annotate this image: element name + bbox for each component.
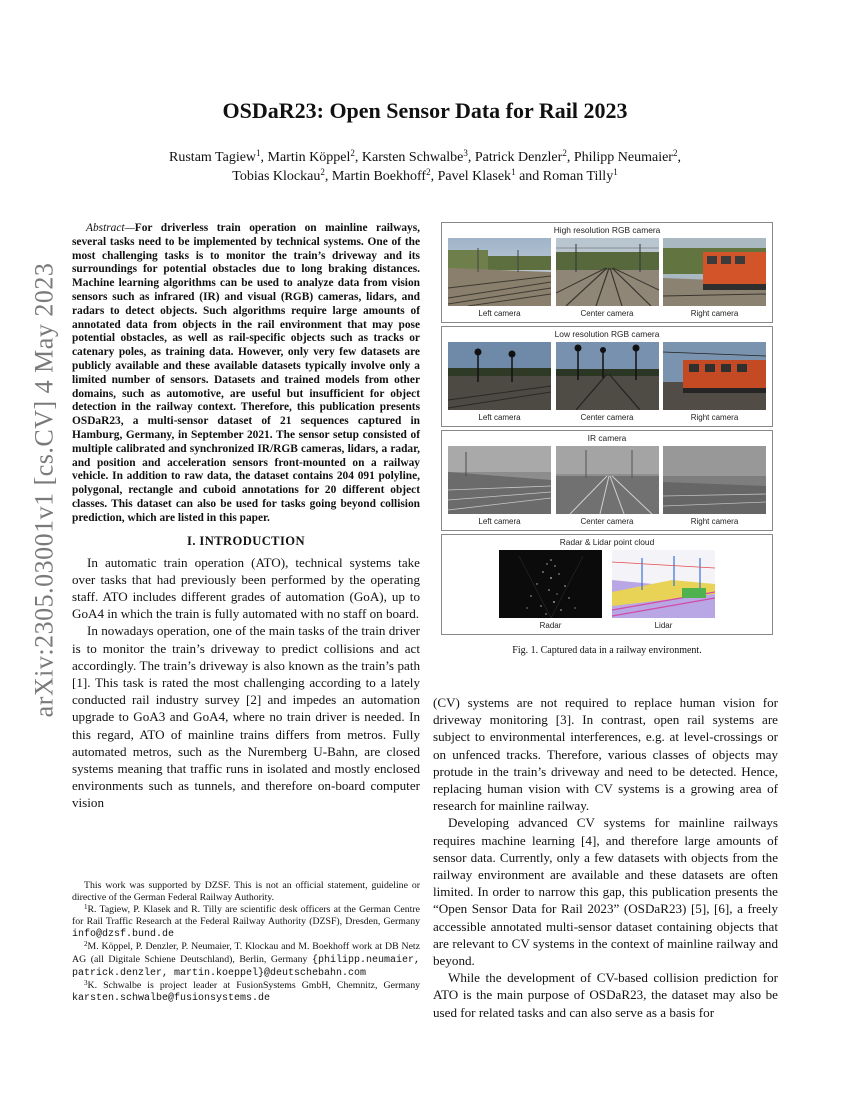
figure-panel-radar-lidar	[441, 534, 773, 635]
rgb-right-image	[663, 238, 766, 306]
author-separator: ,	[677, 150, 681, 165]
author-name: Karsten Schwalbe	[361, 150, 464, 165]
intro-paragraph-continued: (CV) systems are not required to replace human vision for driveway monitoring [3]. In contrast, open rail systems are subject to environmental interferences, e.g. at level-crossings or on unfenced tracks. Therefore, various classes of objects may protude in the train’s driveway and need to be detected. Hence, replacing human vision with CV systems is a growing area of research for mainline railway.	[433, 695, 778, 814]
author-name: Roman Tilly	[542, 169, 614, 184]
intro-paragraph: In automatic train operation (ATO), technical systems take over tasks that had previously been performed by the operating staff. ATO includes different grades of automation (GoA), up to GoA4 in which the train is fully automated with no staff on board.	[72, 554, 420, 622]
camera-label: Center camera	[580, 309, 634, 318]
intro-paragraph: In nowadays operation, one of the main tasks of the train driver is to monitor the train’s driveway to predict collisions and act accordingly. The train’s driveway is also known as the train’s path [1]. This task is rated the most challenging according to a lately conducted rail industry survey [2] and impedes an automation upgrade to GoA3 and GoA4, where no train driver is needed. In this regard, ATO of mainline trains differs from metros. Fully automated metros, such as the Nuremberg U-Bahn, are closed systems meaning that traffic runs in isolated and mostly enclosed environments such as tunnels, and therefore on-board computer vision	[72, 623, 420, 811]
author-separator: ,	[354, 150, 362, 165]
author-separator: ,	[467, 150, 475, 165]
author-separator: and	[515, 169, 543, 184]
footnote-text: R. Tagiew, P. Klasek and R. Tilly are scientific desk officers at the German Centre for Rail Traffic Research at the Federal Railway Authority (DZSF), Dresden, Germany	[72, 904, 420, 928]
low-res-center-image	[556, 342, 659, 410]
abstract-label: Abstract—	[86, 222, 135, 234]
author-name: Martin Köppel	[267, 150, 351, 165]
paper-title: OSDaR23: Open Sensor Data for Rail 2023	[222, 98, 628, 123]
rgb-center-image	[556, 238, 659, 306]
ir-center-image	[556, 446, 659, 514]
author-line-2	[110, 167, 740, 186]
radar-point-cloud-image	[499, 550, 602, 618]
footnote-1	[72, 904, 420, 941]
author-line-1	[110, 148, 740, 167]
camera-label: Left camera	[478, 413, 521, 422]
footnote-email: info@dzsf.bund.de	[72, 929, 175, 941]
footnote-mark: 3	[84, 978, 88, 987]
author-separator: ,	[260, 150, 268, 165]
ir-right-image	[663, 446, 766, 514]
panel-title: High resolution RGB camera	[553, 225, 661, 235]
author-name: Martin Boekhoff	[331, 169, 427, 184]
footnote-support: This work was supported by DZSF. This is not an official statement, guideline or directive of the German Federal Railway Authority.	[72, 880, 420, 904]
abstract-text: For driverless train operation on mainline railways, several tasks need to be implemented by technical systems. One of the most challenging tasks is to monitor the train’s driveway and its surroundings for potential obstacles due to long braking distances. Machine learning algorithms can be used to analyze data from vision sensors such as infrared (IR) and visual (RGB) cameras, lidars, and radars to detect objects. Such algorithms require large amounts of annotated data from objects in the rail environment that may pose potential obstacles, as well as rail-specific objects such as tracks or catenary poles, as training data. However, only very few datasets are publicly available and these available datasets typically involve only a limited number of sensors. Datasets and trained models from other domains, such as automotive, are useful but insufficient for object detection in the railway context. Therefore, this publication presents OSDaR23, a multi-sensor dataset of 21 sequences captured in Hamburg, Germany, in September 2021. The sensor setup consisted of multiple calibrated and synchronized IR/RGB cameras, lidars, a radar, and position and acceleration sensors front-mounted on a railway vehicle. In addition to raw data, the dataset contains 204 091 polyline, polygonal, rectangle and cuboid annotations for 20 different object classes. This dataset can also be used for tasks going beyond collision prediction, which are listed in this paper.	[72, 222, 420, 524]
figure-caption: Fig. 1. Captured data in a railway environment.	[512, 645, 702, 656]
author-affiliation: 1	[613, 167, 618, 177]
panel-title: Low resolution RGB camera	[554, 329, 660, 339]
author-affiliation: 2	[350, 148, 355, 158]
camera-label: Right camera	[690, 517, 739, 526]
lidar-point-cloud-image	[612, 550, 715, 618]
footnote-2	[72, 941, 420, 979]
author-affiliation: 1	[511, 167, 516, 177]
footnote-mark: 1	[84, 903, 88, 912]
author-separator: ,	[566, 150, 574, 165]
footnote-3	[72, 980, 420, 1005]
camera-label: Left camera	[478, 309, 521, 318]
low-res-right-image	[663, 342, 766, 410]
author-separator: ,	[324, 169, 332, 184]
sensor-label: Lidar	[654, 621, 673, 630]
footnote-text: M. Köppel, P. Denzler, P. Neumaier, T. Klockau and M. Boekhoff work at DB Netz AG (all Digitale Schiene Deutschland), Berlin, Germany	[72, 941, 420, 965]
author-name: Philipp Neumaier	[573, 150, 673, 165]
abstract	[72, 222, 420, 526]
figure-1	[441, 222, 773, 656]
arxiv-identifier	[29, 262, 58, 718]
left-column	[72, 222, 420, 812]
ir-left-image	[448, 446, 551, 514]
panel-title: Radar & Lidar point cloud	[559, 537, 655, 547]
footnote-text: K. Schwalbe is project leader at FusionSystems GmbH, Chemnitz, Germany	[87, 979, 420, 991]
panel-title: IR camera	[587, 433, 627, 443]
author-name: Rustam Tagiew	[169, 150, 257, 165]
camera-label: Right camera	[690, 309, 739, 318]
low-res-left-image	[448, 342, 551, 410]
camera-label: Left camera	[478, 517, 521, 526]
intro-paragraph: While the development of CV-based collision prediction for ATO is the main purpose of OSDaR23, the dataset may also be used for related tasks and can also serve as a basis for	[433, 970, 778, 1020]
footnotes	[72, 880, 420, 1005]
figure-panel-high-res-rgb	[441, 222, 773, 323]
author-affiliation: 3	[463, 148, 468, 158]
footnote-email: karsten.schwalbe@fusionsystems.de	[72, 992, 271, 1004]
camera-label: Right camera	[690, 413, 739, 422]
author-separator: ,	[430, 169, 438, 184]
figure-panel-low-res-rgb	[441, 326, 773, 427]
arxiv-stamp-text: arXiv:2305.03001v1 [cs.CV] 4 May 2023	[29, 262, 58, 718]
author-name: Pavel Klasek	[437, 169, 512, 184]
section-heading-introduction: I. INTRODUCTION	[187, 533, 305, 548]
footnote-email: {philipp.neumaier, patrick.denzler, martin.koeppel}@deutschebahn.com	[72, 954, 420, 979]
author-affiliation: 2	[320, 167, 325, 177]
author-name: Tobias Klockau	[232, 169, 321, 184]
author-affiliation: 1	[256, 148, 261, 158]
author-affiliation: 2	[426, 167, 431, 177]
footnote-mark: 2	[84, 940, 88, 949]
sensor-label: Radar	[539, 621, 562, 630]
rgb-left-image	[448, 238, 551, 306]
right-column	[433, 222, 778, 656]
intro-paragraph: Developing advanced CV systems for mainline railways requires machine learning [4], and therefore large amounts of sensor data. Currently, only a few datasets with objects from the railway environment are available and these datasets are often limited. In order to narrow this gap, this publication presents the “Open Sensor Data for Rail 2023” (OSDaR23) [5], [6], a freely accessible annotated multi-sensor dataset containing objects that are relevant to CV systems in the context of mainline railway and beyond.	[433, 815, 778, 969]
camera-label: Center camera	[580, 517, 634, 526]
right-column-text	[433, 694, 778, 1021]
author-name: Patrick Denzler	[474, 150, 563, 165]
author-affiliation: 2	[562, 148, 567, 158]
camera-label: Center camera	[580, 413, 634, 422]
author-list	[110, 148, 740, 186]
author-affiliation: 2	[672, 148, 678, 158]
figure-panel-ir	[441, 430, 773, 531]
